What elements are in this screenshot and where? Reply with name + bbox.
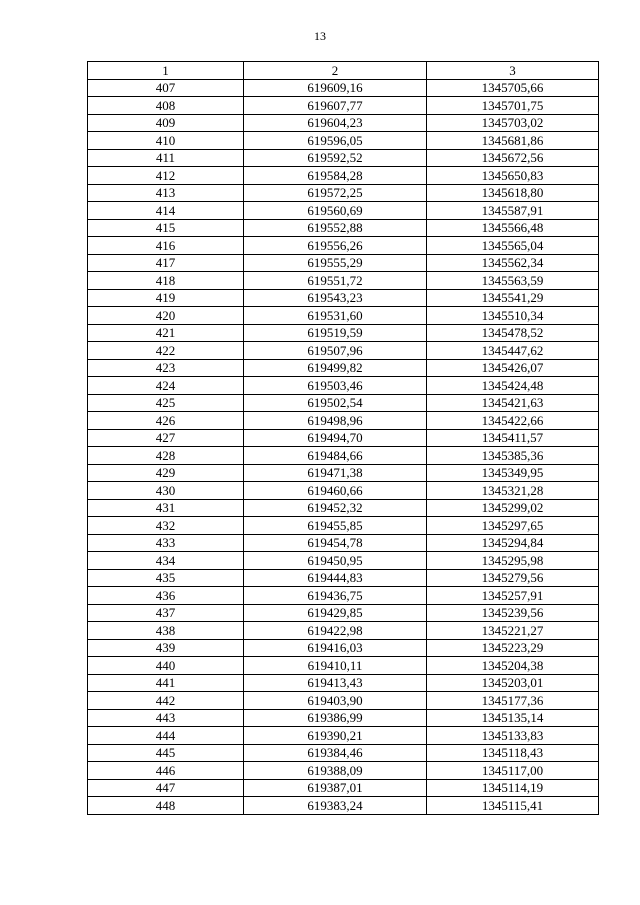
point-number-cell: 422 [88,342,244,360]
table-row [88,219,599,237]
point-number-cell: 441 [88,674,244,692]
point-number-cell: 443 [88,709,244,727]
x-coordinate-cell: 619543,23 [244,289,427,307]
y-coordinate-cell: 1345672,56 [427,149,599,167]
x-coordinate-cell: 619436,75 [244,587,427,605]
y-coordinate-cell: 1345650,83 [427,167,599,185]
table-row [88,744,599,762]
table-row [88,447,599,465]
page-number: 13 [314,29,326,43]
point-number-cell: 410 [88,132,244,150]
point-number-cell: 440 [88,657,244,675]
x-coordinate-cell: 619403,90 [244,692,427,710]
point-number-cell: 407 [88,79,244,97]
table-row [88,727,599,745]
y-coordinate-cell: 1345563,59 [427,272,599,290]
y-coordinate-cell: 1345133,83 [427,727,599,745]
y-coordinate-cell: 1345541,29 [427,289,599,307]
point-number-cell: 423 [88,359,244,377]
point-number-cell: 421 [88,324,244,342]
point-number-cell: 419 [88,289,244,307]
y-coordinate-cell: 1345411,57 [427,429,599,447]
y-coordinate-cell: 1345297,65 [427,517,599,535]
table-row [88,377,599,395]
x-coordinate-cell: 619455,85 [244,517,427,535]
y-coordinate-cell: 1345203,01 [427,674,599,692]
table-row [88,289,599,307]
x-coordinate-cell: 619551,72 [244,272,427,290]
y-coordinate-cell: 1345114,19 [427,779,599,797]
point-number-cell: 417 [88,254,244,272]
coordinates-table [87,61,599,815]
table-row [88,797,599,815]
table-row [88,149,599,167]
y-coordinate-cell: 1345681,86 [427,132,599,150]
point-number-cell: 442 [88,692,244,710]
table-row [88,464,599,482]
table-row [88,237,599,255]
table-row [88,412,599,430]
x-coordinate-cell: 619494,70 [244,429,427,447]
y-coordinate-cell: 1345117,00 [427,762,599,780]
table-row [88,342,599,360]
y-coordinate-cell: 1345510,34 [427,307,599,325]
y-coordinate-cell: 1345701,75 [427,97,599,115]
y-coordinate-cell: 1345587,91 [427,202,599,220]
x-coordinate-cell: 619609,16 [244,79,427,97]
x-coordinate-cell: 619498,96 [244,412,427,430]
table-row [88,552,599,570]
point-number-cell: 445 [88,744,244,762]
table-row [88,429,599,447]
x-coordinate-cell: 619471,38 [244,464,427,482]
point-number-cell: 439 [88,639,244,657]
x-coordinate-cell: 619556,26 [244,237,427,255]
x-coordinate-cell: 619384,46 [244,744,427,762]
point-number-cell: 416 [88,237,244,255]
table-row [88,762,599,780]
x-coordinate-cell: 619386,99 [244,709,427,727]
y-coordinate-cell: 1345478,52 [427,324,599,342]
table-row [88,639,599,657]
point-number-cell: 436 [88,587,244,605]
point-number-cell: 413 [88,184,244,202]
point-number-cell: 420 [88,307,244,325]
y-coordinate-cell: 1345562,34 [427,254,599,272]
y-coordinate-cell: 1345299,02 [427,499,599,517]
x-coordinate-cell: 619607,77 [244,97,427,115]
x-coordinate-cell: 619503,46 [244,377,427,395]
x-coordinate-cell: 619499,82 [244,359,427,377]
x-coordinate-cell: 619410,11 [244,657,427,675]
x-coordinate-cell: 619452,32 [244,499,427,517]
point-number-cell: 409 [88,114,244,132]
y-coordinate-cell: 1345295,98 [427,552,599,570]
x-coordinate-cell: 619596,05 [244,132,427,150]
table-row [88,254,599,272]
x-coordinate-cell: 619552,88 [244,219,427,237]
point-number-cell: 408 [88,97,244,115]
y-coordinate-cell: 1345294,84 [427,534,599,552]
point-number-cell: 431 [88,499,244,517]
table-row [88,587,599,605]
x-coordinate-cell: 619519,59 [244,324,427,342]
x-coordinate-cell: 619450,95 [244,552,427,570]
point-number-cell: 430 [88,482,244,500]
table-row [88,534,599,552]
y-coordinate-cell: 1345221,27 [427,622,599,640]
y-coordinate-cell: 1345321,28 [427,482,599,500]
table-row [88,482,599,500]
x-coordinate-cell: 619388,09 [244,762,427,780]
column-header-3: 3 [427,62,599,80]
point-number-cell: 426 [88,412,244,430]
table-row [88,324,599,342]
x-coordinate-cell: 619422,98 [244,622,427,640]
table-row [88,97,599,115]
y-coordinate-cell: 1345118,43 [427,744,599,762]
y-coordinate-cell: 1345223,29 [427,639,599,657]
x-coordinate-cell: 619604,23 [244,114,427,132]
y-coordinate-cell: 1345257,91 [427,587,599,605]
y-coordinate-cell: 1345705,66 [427,79,599,97]
y-coordinate-cell: 1345447,62 [427,342,599,360]
y-coordinate-cell: 1345618,80 [427,184,599,202]
x-coordinate-cell: 619444,83 [244,569,427,587]
table-row [88,272,599,290]
point-number-cell: 412 [88,167,244,185]
x-coordinate-cell: 619383,24 [244,797,427,815]
point-number-cell: 438 [88,622,244,640]
point-number-cell: 434 [88,552,244,570]
table-row [88,167,599,185]
table-row [88,657,599,675]
point-number-cell: 411 [88,149,244,167]
x-coordinate-cell: 619560,69 [244,202,427,220]
point-number-cell: 437 [88,604,244,622]
y-coordinate-cell: 1345135,14 [427,709,599,727]
point-number-cell: 446 [88,762,244,780]
y-coordinate-cell: 1345422,66 [427,412,599,430]
x-coordinate-cell: 619502,54 [244,394,427,412]
y-coordinate-cell: 1345177,36 [427,692,599,710]
x-coordinate-cell: 619555,29 [244,254,427,272]
x-coordinate-cell: 619584,28 [244,167,427,185]
y-coordinate-cell: 1345204,38 [427,657,599,675]
column-header-2: 2 [244,62,427,80]
y-coordinate-cell: 1345565,04 [427,237,599,255]
x-coordinate-cell: 619572,25 [244,184,427,202]
table-row [88,604,599,622]
point-number-cell: 435 [88,569,244,587]
table-row [88,779,599,797]
table-row [88,132,599,150]
table-row [88,394,599,412]
table-row [88,307,599,325]
table-row [88,359,599,377]
x-coordinate-cell: 619387,01 [244,779,427,797]
y-coordinate-cell: 1345703,02 [427,114,599,132]
y-coordinate-cell: 1345424,48 [427,377,599,395]
point-number-cell: 432 [88,517,244,535]
y-coordinate-cell: 1345349,95 [427,464,599,482]
header-row [88,62,599,80]
x-coordinate-cell: 619592,52 [244,149,427,167]
y-coordinate-cell: 1345385,36 [427,447,599,465]
point-number-cell: 448 [88,797,244,815]
point-number-cell: 429 [88,464,244,482]
point-number-cell: 427 [88,429,244,447]
point-number-cell: 433 [88,534,244,552]
y-coordinate-cell: 1345421,63 [427,394,599,412]
point-number-cell: 428 [88,447,244,465]
x-coordinate-cell: 619531,60 [244,307,427,325]
table-row [88,184,599,202]
y-coordinate-cell: 1345239,56 [427,604,599,622]
table-row [88,692,599,710]
y-coordinate-cell: 1345115,41 [427,797,599,815]
y-coordinate-cell: 1345279,56 [427,569,599,587]
x-coordinate-cell: 619390,21 [244,727,427,745]
table-row [88,114,599,132]
x-coordinate-cell: 619507,96 [244,342,427,360]
point-number-cell: 424 [88,377,244,395]
x-coordinate-cell: 619460,66 [244,482,427,500]
table-body [88,79,599,814]
table-row [88,79,599,97]
table-row [88,517,599,535]
table-row [88,202,599,220]
table-row [88,499,599,517]
x-coordinate-cell: 619413,43 [244,674,427,692]
column-header-1: 1 [88,62,244,80]
y-coordinate-cell: 1345426,07 [427,359,599,377]
point-number-cell: 444 [88,727,244,745]
table-row [88,709,599,727]
x-coordinate-cell: 619484,66 [244,447,427,465]
table-row [88,622,599,640]
y-coordinate-cell: 1345566,48 [427,219,599,237]
table-row [88,674,599,692]
point-number-cell: 414 [88,202,244,220]
point-number-cell: 447 [88,779,244,797]
point-number-cell: 415 [88,219,244,237]
table-row [88,569,599,587]
x-coordinate-cell: 619454,78 [244,534,427,552]
table-header [88,62,599,80]
x-coordinate-cell: 619416,03 [244,639,427,657]
x-coordinate-cell: 619429,85 [244,604,427,622]
point-number-cell: 418 [88,272,244,290]
point-number-cell: 425 [88,394,244,412]
